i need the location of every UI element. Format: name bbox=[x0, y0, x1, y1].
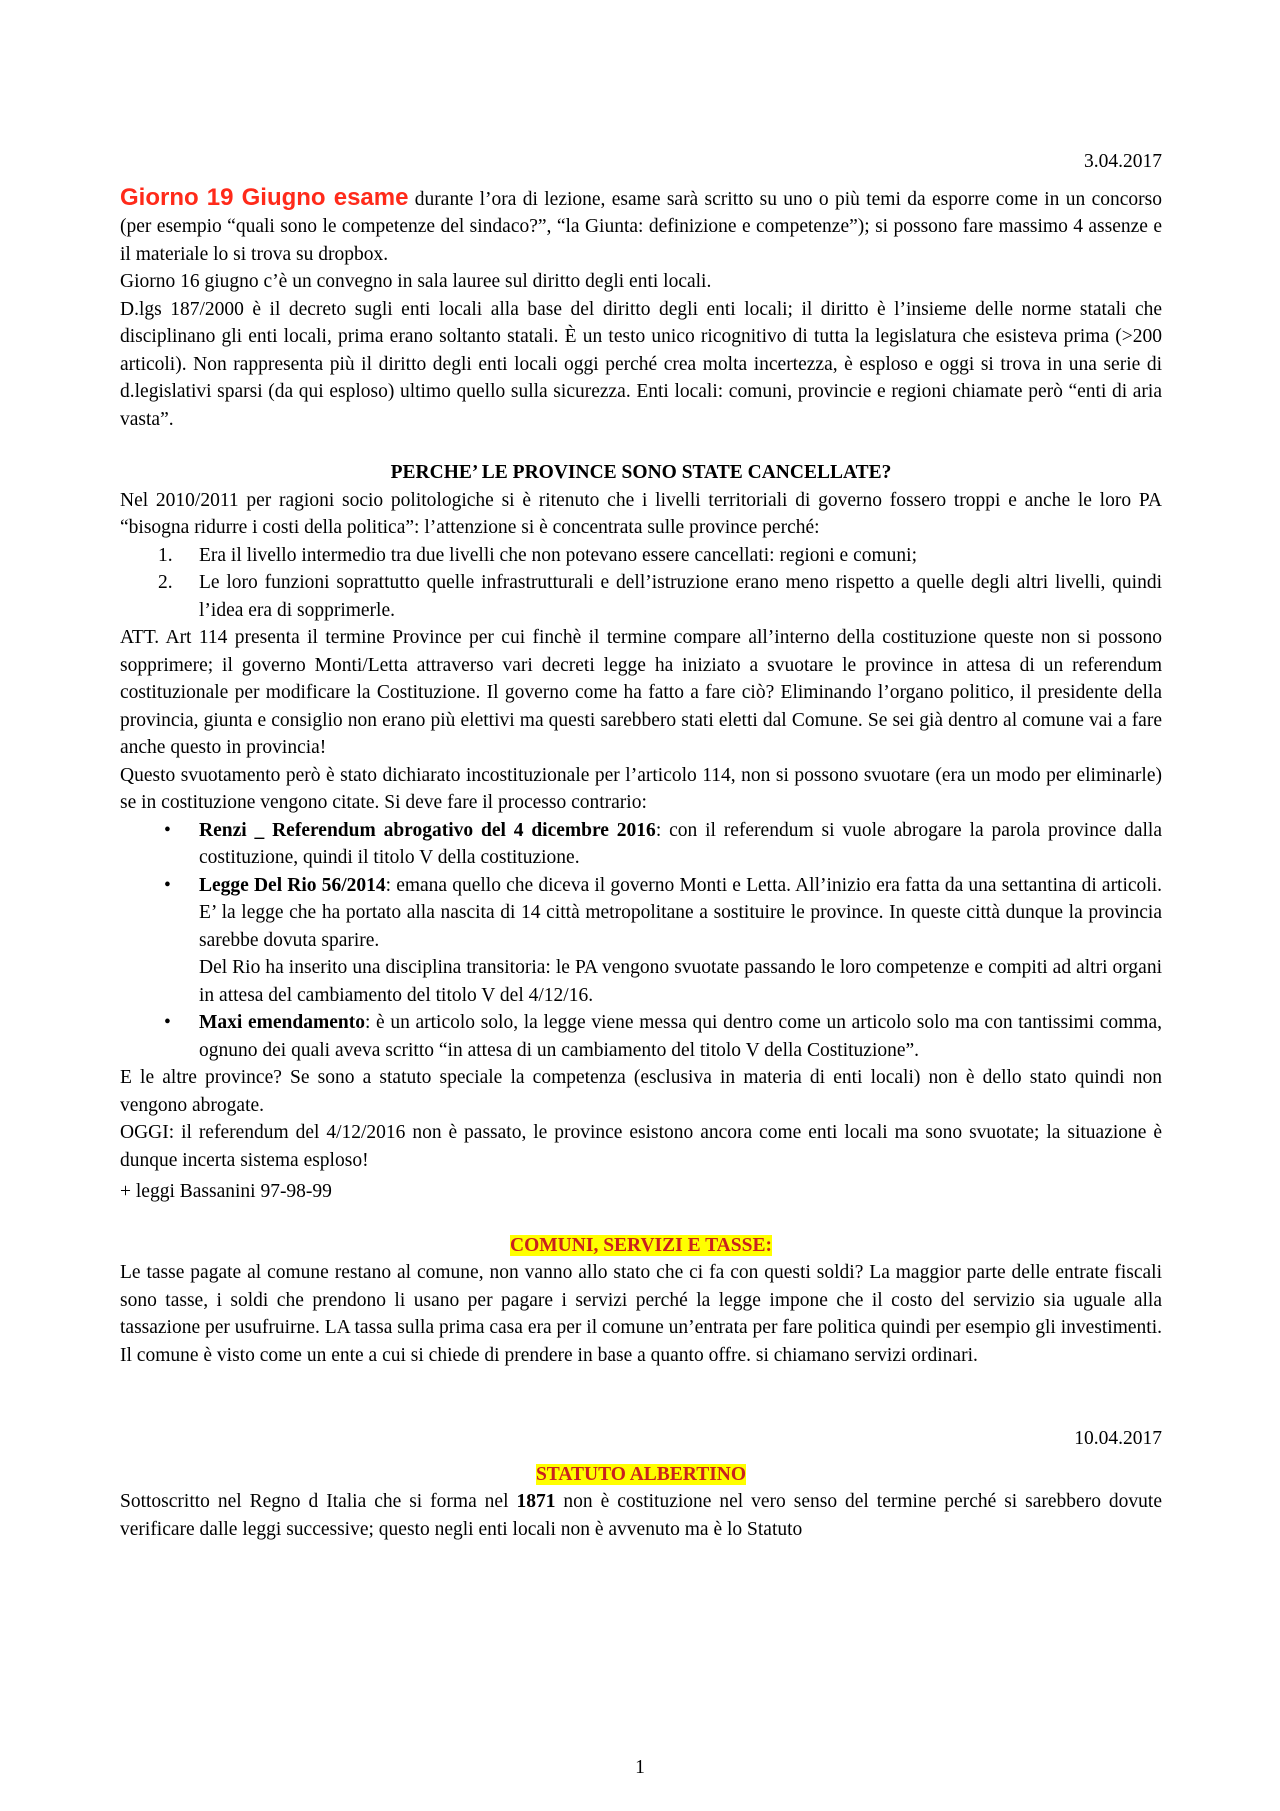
bullet-bold-term: Renzi _ Referendum abrogativo del 4 dicembre 2016 bbox=[199, 819, 656, 841]
province-paragraph-3: Questo svuotamento però è stato dichiarato incostituzionale per l’articolo 114, non si possono svuotare (era un modo per eliminarle) se in costituzione vengono citate. Si deve fare il processo contrario: bbox=[120, 764, 1162, 813]
statuto-paragraph bbox=[120, 1488, 1162, 1543]
province-paragraph-4: E le altre province? Se sono a statuto speciale la competenza (esclusiva in materia di enti locali) non è dello stato quindi non vengono abrogate. bbox=[120, 1067, 1162, 1116]
list-item bbox=[120, 569, 1162, 624]
bullet-extra-text: Del Rio ha inserito una disciplina transitoria: le PA vengono svuotate passando le loro competenze e compiti ad altri organi in attesa del cambiamento del titolo V del 4/12/16. bbox=[199, 957, 1162, 1006]
document-page bbox=[120, 148, 1162, 1543]
date-header: 3.04.2017 bbox=[1084, 151, 1162, 172]
statuto-text-end: non è costituzione nel vero senso del termine perché si sarebbero dovute verificare dalle leggi successive; questo negli enti locali non è avvenuto ma è lo Statuto bbox=[120, 1491, 1162, 1540]
bullet-marker: • bbox=[164, 819, 171, 841]
list-marker: 2. bbox=[158, 572, 173, 593]
list-item-text: Le loro funzioni soprattutto quelle infrastrutturali e dell’istruzione erano meno rispetto a quelle degli altri livelli, quindi l’idea era di sopprimerle. bbox=[199, 572, 1162, 621]
province-paragraph-2: ATT. Art 114 presenta il termine Province per cui finchè il termine compare all’interno della costituzione queste non si possono sopprimere; il governo Monti/Letta attraverso vari decreti legge ha iniziato a svuotare le province in attesa di un referendum costituzionale per modificare la Costituzione. Il governo come ha fatto a fare ciò? Eliminando l’organo politico, il presidente della provincia, giunta e consiglio non erano più elettivi ma questi sarebbero stati eletti dal Comune. Se sei già dentro al comune vai a fare anche questo in provincia! bbox=[120, 627, 1162, 758]
bullet-text: : è un articolo solo, la legge viene messa qui dentro come un articolo solo ma con tantissimi comma, ognuno dei quali aveva scritto “in attesa di un cambiamento del titolo V della Costituzione”. bbox=[199, 1012, 1162, 1061]
intro-text: durante l’ora di lezione, esame sarà scritto su uno o più temi da esporre come in un concorso (per esempio “quali sono le competenze del sindaco?”, “la Giunta: definizione e competenze”); si possono fare massimo 4 assenze e il materiale lo si trova su dropbox. bbox=[120, 188, 1162, 265]
province-paragraph-1: Nel 2010/2011 per ragioni socio politologiche si è ritenuto che i livelli territoriali di governo fossero troppi e anche le loro PA “bisogna ridurre i costi della politica”: l’attenzione si è concentrata sulle province perché: bbox=[120, 489, 1162, 538]
bullet-bold-term: Maxi emendamento bbox=[199, 1012, 365, 1033]
page-number: 1 bbox=[635, 1757, 645, 1778]
statuto-text-start: Sottoscritto nel Regno d Italia che si forma nel bbox=[120, 1491, 517, 1512]
list-item bbox=[120, 872, 1162, 1010]
dlgs-paragraph: D.lgs 187/2000 è il decreto sugli enti locali alla base del diritto degli enti locali; il diritto è l’insieme delle norme statali che disciplinano gli enti locali, prima erano soltanto statali. È un testo unico ricognitivo di tutta la legislatura che esisteva prima (>200 articoli). Non rappresenta più il diritto degli enti locali oggi perché crea molta incertezza, è esploso e oggi si trova in una serie di d.legislativi sparsi (da qui esploso) ultimo quello sulla sicurezza. Enti locali: comuni, provincie e regioni chiamate però “enti di aria vasta”. bbox=[120, 298, 1162, 430]
intro-paragraph bbox=[120, 184, 1162, 269]
bullet-marker: • bbox=[164, 874, 171, 896]
list-item bbox=[120, 542, 1162, 570]
list-item-text: Era il livello intermedio tra due livelli che non potevano essere cancellati: regioni e comuni; bbox=[199, 544, 917, 566]
bullet-marker: • bbox=[164, 1012, 171, 1033]
section-heading-comuni bbox=[120, 1232, 1162, 1260]
bullet-list bbox=[120, 817, 1162, 1065]
list-item bbox=[120, 1009, 1162, 1064]
highlighted-heading: COMUNI, SERVIZI E TASSE: bbox=[510, 1234, 772, 1256]
bullet-bold-term: Legge Del Rio 56/2014 bbox=[199, 874, 386, 896]
section-heading-statuto bbox=[120, 1461, 1162, 1489]
bullet-text: : emana quello che diceva il governo Monti e Letta. All’inizio era fatta da una settantina di articoli. E’ la legge che ha portato alla nascita di 14 città metropolitane a sostituire le province. In queste città dunque la provincia sarebbe dovuta sparire. bbox=[199, 874, 1163, 951]
exam-headline: Giorno 19 Giugno esame bbox=[120, 183, 409, 211]
province-paragraph-5: OGGI: il referendum del 4/12/2016 non è passato, le province esistono ancora come enti locali ma sono svuotate; la situazione è dunque incerta sistema esploso! bbox=[120, 1122, 1162, 1171]
list-item bbox=[120, 817, 1162, 872]
list-marker: 1. bbox=[158, 544, 173, 566]
section-heading-province: PERCHE’ LE PROVINCE SONO STATE CANCELLATE? bbox=[390, 462, 892, 483]
convegno-paragraph: Giorno 16 giugno c’è un convegno in sala lauree sul diritto degli enti locali. bbox=[120, 271, 712, 292]
bullet-text: : con il referendum si vuole abrogare la parola province dalla costituzione, quindi il titolo V della costituzione. bbox=[199, 819, 1163, 868]
highlighted-heading: STATUTO ALBERTINO bbox=[535, 1463, 747, 1485]
statuto-year: 1871 bbox=[516, 1491, 556, 1512]
date-header: 10.04.2017 bbox=[1074, 1428, 1162, 1449]
comuni-paragraph: Le tasse pagate al comune restano al comune, non vanno allo stato che ci fa con questi soldi? La maggior parte delle entrate fiscali sono tasse, i soldi che prendono li usano per pagare i servizi perché la legge impone che il costo del servizio sia uguale alla tassazione per usufruirne. LA tassa sulla prima casa era per il comune un’entrata per fare politica quindi per esempio gli investimenti. Il comune è visto come un ente a cui si chiede di prendere in base a quanto offre. si chiamano servizi ordinari. bbox=[120, 1262, 1162, 1366]
numbered-list bbox=[120, 542, 1162, 625]
province-paragraph-6: + leggi Bassanini 97-98-99 bbox=[120, 1181, 332, 1202]
